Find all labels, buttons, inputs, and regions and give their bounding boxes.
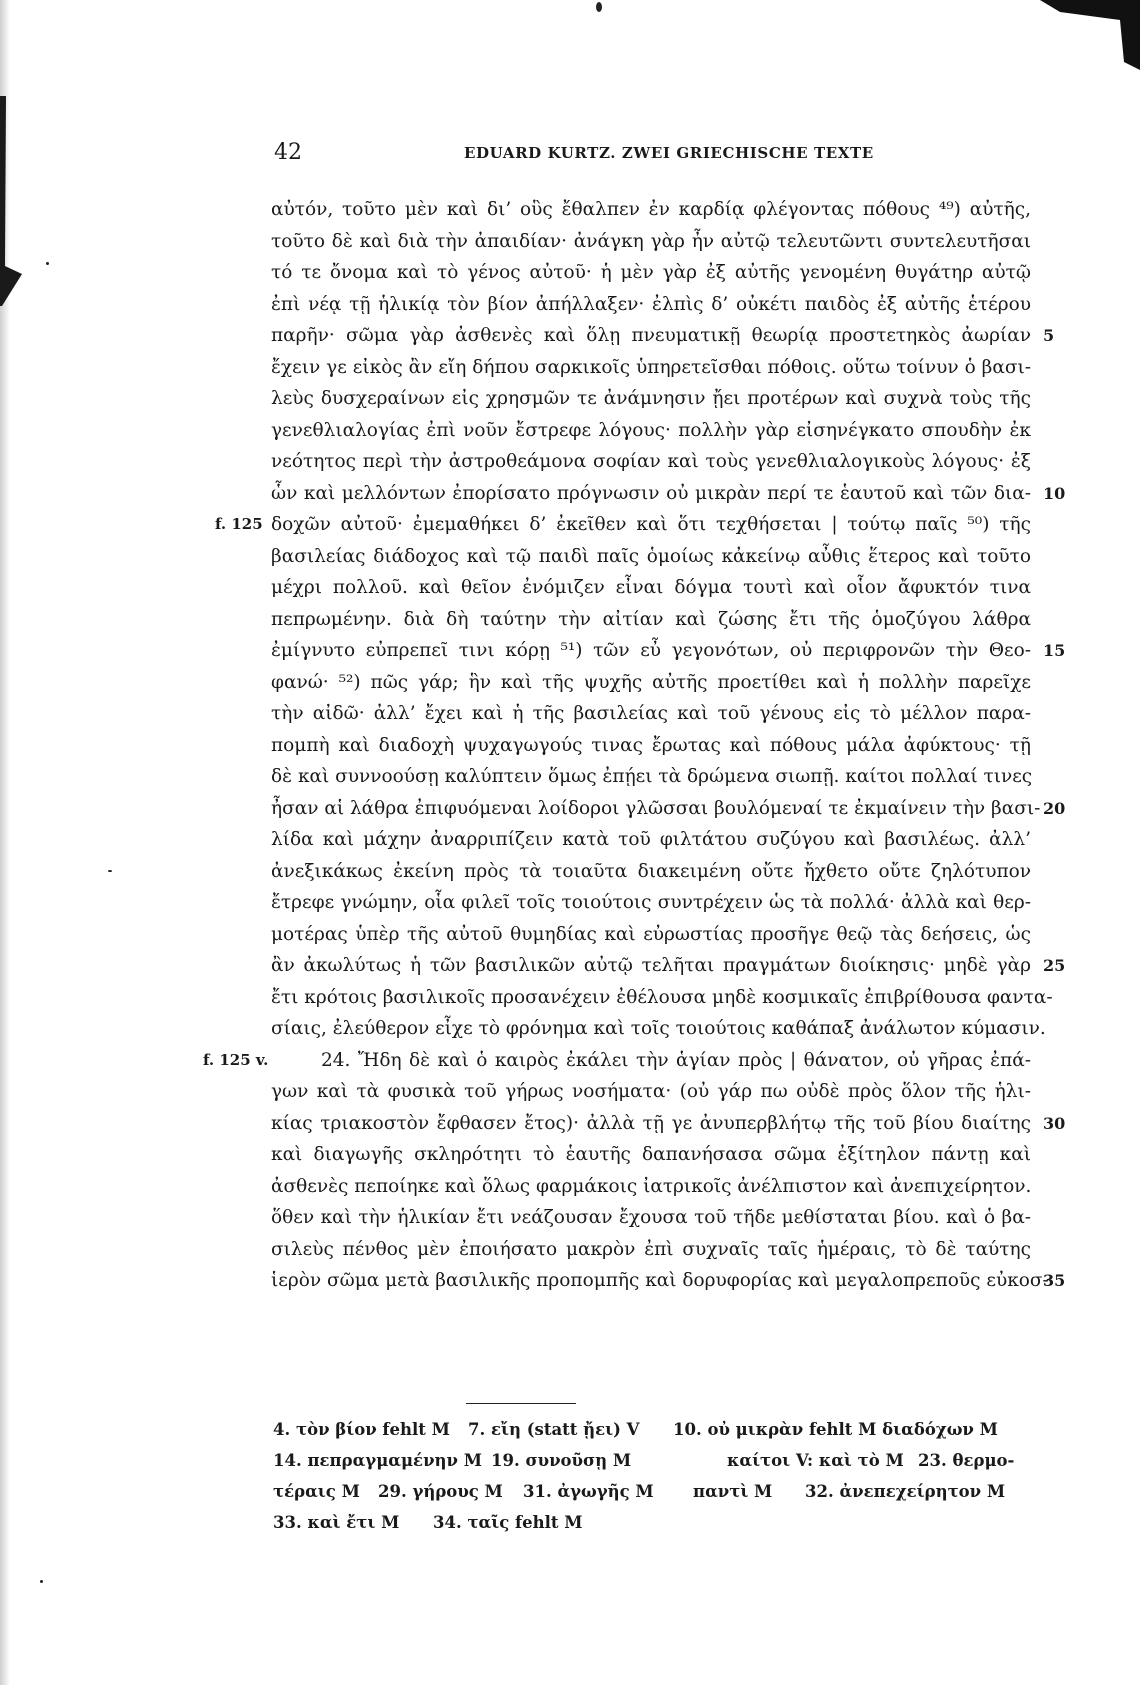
text-line-content: τό τε ὄνομα καὶ τὸ γένος αὐτοῦ· ἡ μὲν γὰρ ἐξ αὐτῆς γενομένη θυγάτηρ αὐτῷ: [271, 262, 1031, 283]
scan-speck: [46, 262, 49, 265]
text-line: [271, 226, 1031, 258]
text-line: [215, 509, 1031, 541]
apparatus-entry: 4. τὸν βίον fehlt M: [273, 1420, 450, 1439]
text-line-content: νεότητος περὶ τὴν ἀστροθεάμονα σοφίαν καὶ τοὺς γενεθλιαλογικοὺς λόγους· ἐξ: [271, 451, 1031, 472]
line-number: 20: [1043, 798, 1066, 818]
text-line-content: πομπὴ καὶ διαδοχὴ ψυχαγωγούς τινας ἔρωτας καὶ πόθους μάλα ἀφύκτους· τῇ: [271, 734, 1031, 756]
text-line: [271, 1234, 1031, 1266]
text-line-content: λίδα καὶ μάχην ἀναρριπίζειν κατὰ τοῦ φιλτάτου συζύγου καὶ βασιλέως. ἀλλ’: [271, 829, 1031, 850]
text-line: [271, 1108, 1066, 1140]
scan-corner-shadow: [1020, 0, 1140, 70]
text-line: [203, 1045, 1031, 1077]
text-line-content: ἐπὶ νέᾳ τῇ ἡλικίᾳ τὸν βίον ἀπήλλαξεν· ἐλπὶς δ’ οὐκέτι παιδὸς ἐξ αὐτῆς ἑτέρου: [271, 293, 1031, 315]
apparatus-entry: παντὶ M: [693, 1482, 773, 1501]
apparatus-entry: 29. γήρους M: [378, 1482, 503, 1501]
text-line-content: σίαις, ἐλεύθερον εἶχε τὸ φρόνημα καὶ τοῖς τοιούτοις καθάπαξ ἀνάλωτον κύμασιν.: [271, 1018, 1046, 1039]
text-line: [271, 1202, 1031, 1234]
apparatus-entry: 19. συνοῦσῃ M: [491, 1451, 632, 1470]
text-line: [271, 1265, 1066, 1297]
text-line: [271, 257, 1031, 289]
text-line-content: ἱερὸν σῶμα μετὰ βασιλικῆς προπομπῆς καὶ δορυφορίας καὶ μεγαλοπρεποῦς εὐκοσ-: [271, 1270, 1049, 1291]
text-line: [271, 352, 1031, 384]
folio-marker: f. 125: [215, 515, 263, 533]
text-line: [271, 1171, 1031, 1203]
apparatus-line: [273, 1476, 1033, 1507]
scan-speck: [40, 1580, 43, 1583]
binding-mark: [0, 96, 24, 306]
text-line-content: τὴν αἰδῶ· ἀλλ’ ἔχει καὶ ἡ τῆς βασιλείας καὶ τοῦ γένους εἰς τὸ μέλλον παρα-: [271, 703, 1031, 724]
text-line: [271, 635, 1066, 667]
text-line-content: ἂν ἀκωλύτως ἡ τῶν βασιλικῶν αὐτῷ τελῆται πραγμάτων διοίκησις· μηδὲ γὰρ: [271, 955, 1031, 976]
text-line-content: ἀνεξικάκως ἐκείνη πρὸς τὰ τοιαῦτα διακειμένη οὔτε ἤχθετο οὔτε ζηλότυπον: [271, 860, 1031, 882]
scan-speck: [108, 870, 112, 872]
text-line: [271, 950, 1066, 982]
text-line-content: γων καὶ τὰ φυσικὰ τοῦ γήρως νοσήματα· (οὐ γάρ πω οὐδὲ πρὸς ὅλον τῆς ἡλι-: [271, 1081, 1031, 1102]
text-line-content: σιλεὺς πένθος μὲν ἐποιήσατο μακρὸν ἐπὶ συχναῖς ταῖς ἡμέραις, τὸ δὲ ταύτης: [271, 1238, 1031, 1260]
apparatus-entry: καίτοι V: καὶ τὸ M: [727, 1451, 904, 1470]
page-number: 42: [274, 140, 302, 165]
running-head: EDUARD KURTZ. ZWEI GRIECHISCHE TEXTE: [464, 144, 874, 162]
apparatus-entry: 33. καὶ ἔτι M: [273, 1513, 400, 1532]
text-line-content: ἦσαν αἱ λάθρα ἐπιφυόμεναι λοίδοροι γλῶσσαι βουλόμεναί τε ἐκμαίνειν τὴν βασι-: [271, 797, 1041, 819]
text-line: [271, 761, 1031, 793]
page-header: [274, 140, 1044, 180]
text-line: [271, 446, 1031, 478]
text-line: [271, 289, 1031, 321]
text-line: [271, 415, 1031, 447]
footnote-rule: [466, 1403, 576, 1404]
text-line: [271, 824, 1031, 856]
text-line-content: κίας τριακοστὸν ἔφθασεν ἔτος)· ἀλλὰ τῇ γε ἀνυπερβλήτῳ τῆς τοῦ βίου διαίτης: [271, 1112, 1031, 1134]
text-line-content: αὐτόν, τοῦτο μὲν καὶ δι’ οὓς ἔθαλπεν ἐν καρδίᾳ φλέγοντας πόθους ⁴⁹) αὐτῆς,: [271, 199, 1031, 220]
text-line: [271, 793, 1066, 825]
apparatus-entry: 32. ἀνεπεχείρητον M: [805, 1482, 1006, 1501]
text-line-content: ἐμίγνυτο εὐπρεπεῖ τινι κόρῃ ⁵¹) τῶν εὖ γεγονότων, οὐ περιφρονῶν τὴν Θεο-: [271, 640, 1031, 661]
text-line: [271, 320, 1055, 352]
line-number: 35: [1043, 1271, 1066, 1290]
apparatus-entry: 7. εἴη (statt ᾔει) V: [468, 1420, 640, 1439]
text-line: [271, 572, 1031, 604]
text-line-content: 24. Ἤδη δὲ καὶ ὁ καιρὸς ἐκάλει τὴν ἁγίαν πρὸς | θάνατον, οὐ γῆρας ἐπά-: [321, 1049, 1031, 1071]
line-number: 10: [1043, 483, 1066, 503]
text-line: [271, 698, 1031, 730]
apparatus-entry: 31. ἀγωγῆς M: [523, 1482, 654, 1501]
text-line-content: φανώ· ⁵²) πῶς γάρ; ἣν καὶ τῆς ψυχῆς αὐτῆς προετίθει καὶ ἡ πολλὴν παρεῖχε: [271, 671, 1031, 693]
text-line: [271, 887, 1031, 919]
text-line: [271, 667, 1031, 699]
text-line-content: δοχῶν αὐτοῦ· ἐμεμαθήκει δ’ ἐκεῖθεν καὶ ὅτι τεχθήσεται | τούτῳ παῖς ⁵⁰) τῆς: [271, 514, 1031, 535]
text-line: [271, 919, 1031, 951]
apparatus-entry: 14. πεπραγμαμένην M: [273, 1451, 482, 1470]
apparatus-line: [273, 1445, 1033, 1476]
apparatus-entry: 34. ταῖς fehlt M: [433, 1513, 583, 1532]
text-line: [271, 604, 1031, 636]
line-number: 5: [1043, 326, 1055, 345]
text-line-content: βασιλείας διάδοχος καὶ τῷ παιδὶ παῖς ὁμοίως κἀκείνῳ αὖθις ἕτερος καὶ τοῦτο: [271, 545, 1031, 567]
text-line-content: μέχρι πολλοῦ. καὶ θεῖον ἐνόμιζεν εἶναι δόγμα τουτὶ καὶ οἷον ἄφυκτόν τινα: [271, 577, 1031, 598]
apparatus-entry: 23. θερμο-: [918, 1451, 1015, 1470]
line-number: 30: [1043, 1113, 1066, 1133]
apparatus-entry: τέραις M: [273, 1482, 360, 1501]
text-line-content: τοῦτο δὲ καὶ διὰ τὴν ἀπαιδίαν· ἀνάγκη γὰρ ἦν αὐτῷ τελευτῶντι συντελευτῆσαι: [271, 230, 1031, 252]
text-line: [271, 1139, 1031, 1171]
scan-speck: [596, 2, 602, 12]
line-number: 15: [1043, 641, 1066, 660]
text-line-content: δὲ καὶ συννοούσῃ καλύπτειν ὅμως ἐπῄει τὰ δρώμενα σιωπῇ. καίτοι πολλαί τινες: [271, 766, 1033, 787]
apparatus-entry: 10. οὐ μικρὰν fehlt M διαδόχων M: [673, 1420, 998, 1439]
text-line-content: πεπρωμένην. διὰ δὴ ταύτην τὴν αἰτίαν καὶ ζώσης ἔτι τῆς ὁμοζύγου λάθρα: [271, 608, 1031, 630]
text-line: [271, 856, 1031, 888]
text-line-content: γενεθλιαλογίας ἐπὶ νοῦν ἔστρεφε λόγους· πολλὴν γὰρ εἰσηνέγκατο σπουδὴν ἐκ: [271, 419, 1031, 441]
main-text: [203, 194, 1066, 1297]
text-line-content: ἀσθενὲς πεποίηκε καὶ ὅλως φαρμάκοις ἰατρικοῖς ἀνέλπιστον καὶ ἀνεπιχείρητον.: [271, 1175, 1032, 1197]
text-line: [271, 730, 1031, 762]
text-line-content: παρῆν· σῶμα γὰρ ἀσθενὲς καὶ ὅλῃ πνευματικῇ θεωρίᾳ προστετηκὸς ἀωρίαν: [271, 325, 1031, 346]
text-line-content: ἔτρεφε γνώμην, οἷα φιλεῖ τοῖς τοιούτοις συντρέχειν ὡς τὰ πολλά· ἀλλὰ καὶ θερ-: [271, 892, 1031, 913]
apparatus-line: [273, 1507, 1033, 1538]
text-line-content: ἔχειν γε εἰκὸς ἂν εἴη δήπου σαρκικοῖς ὑπηρετεῖσθαι πόθοις. οὕτω τοίνυν ὁ βασι-: [271, 356, 1031, 378]
text-line: [271, 1013, 1046, 1045]
line-number: 25: [1043, 956, 1066, 975]
folio-marker: f. 125 v.: [203, 1050, 269, 1069]
text-line-content: λεὺς δυσχεραίνων εἰς χρησμῶν τε ἀνάμνησιν ᾔει προτέρων καὶ συχνὰ τοὺς τῆς: [271, 388, 1031, 409]
text-line-content: μοτέρας ὑπὲρ τῆς αὐτοῦ θυμηδίας καὶ εὐρωστίας προσῆγε θεῷ τὰς δεήσεις, ὡς: [271, 923, 1031, 945]
text-line-content: ἔτι κρότοις βασιλικοῖς προσανέχειν ἐθέλουσα μηδὲ κοσμικαῖς ἐπιβρίθουσα φαντα-: [271, 986, 1053, 1008]
text-line: [271, 1076, 1031, 1108]
text-line: [271, 478, 1066, 510]
text-line: [271, 982, 1053, 1014]
text-line-content: ὅθεν καὶ τὴν ἡλικίαν ἔτι νεάζουσαν ἔχουσα τοῦ τῆδε μεθίσταται βίου. καὶ ὁ βα-: [271, 1207, 1031, 1228]
apparatus-line: [273, 1414, 1033, 1445]
text-line-content: καὶ διαγωγῆς σκληρότητι τὸ ἑαυτῆς δαπανήσασα σῶμα ἐξίτηλον πάντῃ καὶ: [271, 1144, 1031, 1165]
text-line-content: ὧν καὶ μελλόντων ἐπορίσατο πρόγνωσιν οὐ μικρὰν περί τε ἑαυτοῦ καὶ τῶν δια-: [271, 482, 1031, 504]
text-line: [271, 194, 1031, 226]
text-line: [271, 541, 1031, 573]
text-line: [271, 383, 1031, 415]
critical-apparatus: [273, 1414, 1033, 1538]
